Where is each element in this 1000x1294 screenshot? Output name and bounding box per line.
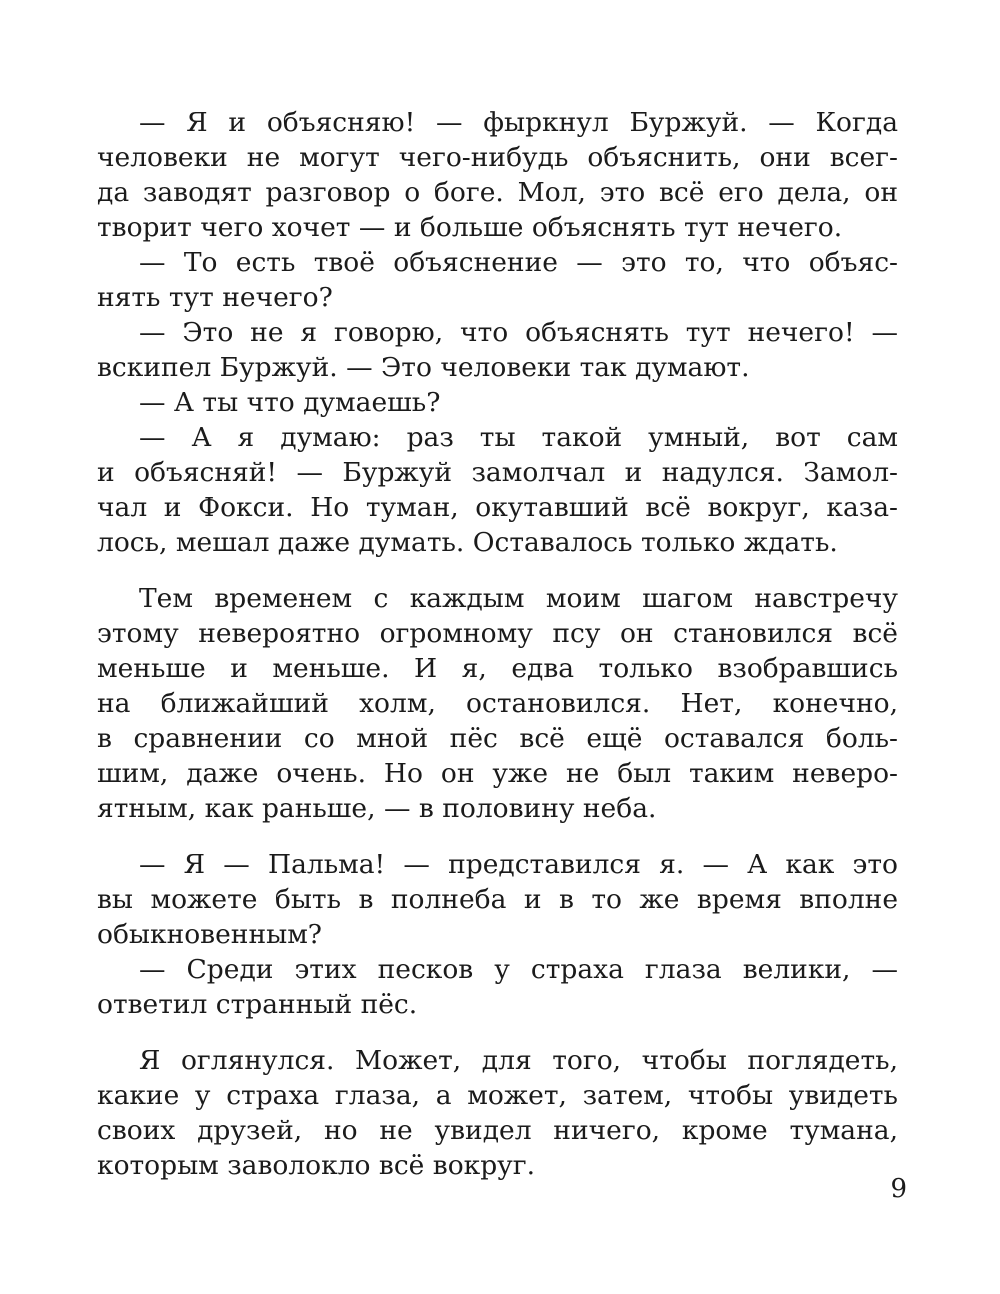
text-line: — Я и объясняю! — фыркнул Буржуй. — Когда	[139, 107, 898, 138]
text-line: которым заволокло всё вокруг.	[97, 1150, 536, 1181]
text-line: обыкновенным?	[97, 919, 323, 950]
text-line: лось, мешал даже думать. Оставалось только ждать.	[97, 527, 838, 558]
text-line: своих друзей, но не увидел ничего, кроме тумана,	[97, 1115, 898, 1146]
paragraph	[97, 581, 898, 826]
text-line: чал и Фокси. Но туман, окутавший всё вокруг, каза-	[97, 492, 898, 523]
text-block	[97, 105, 898, 1183]
text-line: меньше и меньше. И я, едва только взобравшись	[97, 653, 898, 684]
paragraph	[97, 847, 898, 952]
text-line: нять тут нечего?	[97, 282, 333, 313]
text-line: — Среди этих песков у страха глаза велики, —	[139, 954, 898, 985]
text-line: ятным, как раньше, — в половину неба.	[97, 793, 657, 824]
text-line: — А я думаю: раз ты такой умный, вот сам	[139, 422, 898, 453]
paragraph	[97, 385, 898, 420]
text-line: вы можете быть в полнеба и в то же время вполне	[97, 884, 898, 915]
text-line: — То есть твоё объяснение — это то, что объяс-	[139, 247, 898, 278]
text-line: — Я — Пальма! — представился я. — А как это	[139, 849, 898, 880]
paragraph	[97, 315, 898, 385]
text-line: ответил странный пёс.	[97, 989, 418, 1020]
paragraph	[97, 245, 898, 315]
page-number: 9	[890, 1174, 907, 1204]
text-line: Тем временем с каждым моим шагом навстречу	[139, 583, 898, 614]
text-line: и объясняй! — Буржуй замолчал и надулся. Замол-	[97, 457, 898, 488]
text-line: шим, даже очень. Но он уже не был таким неверо-	[97, 758, 898, 789]
text-line: творит чего хочет — и больше объяснять тут нечего.	[97, 212, 843, 243]
paragraph	[97, 420, 898, 560]
text-line: этому невероятно огромному псу он становился всё	[97, 618, 898, 649]
text-line: — А ты что думаешь?	[139, 387, 441, 418]
text-line: вскипел Буржуй. — Это человеки так думают.	[97, 352, 750, 383]
text-line: на ближайший холм, остановился. Нет, конечно,	[97, 688, 898, 719]
text-line: — Это не я говорю, что объяснять тут нечего! —	[139, 317, 898, 348]
paragraph	[97, 1043, 898, 1183]
text-line: да заводят разговор о боге. Мол, это всё его дела, он	[97, 177, 898, 208]
paragraph	[97, 952, 898, 1022]
text-line: в сравнении со мной пёс всё ещё оставался боль-	[97, 723, 898, 754]
text-line: Я оглянулся. Может, для того, чтобы поглядеть,	[139, 1045, 898, 1076]
text-line: какие у страха глаза, а может, затем, чтобы увидеть	[97, 1080, 898, 1111]
text-line: человеки не могут чего-нибудь объяснить, они всег-	[97, 142, 898, 173]
paragraph	[97, 105, 898, 245]
